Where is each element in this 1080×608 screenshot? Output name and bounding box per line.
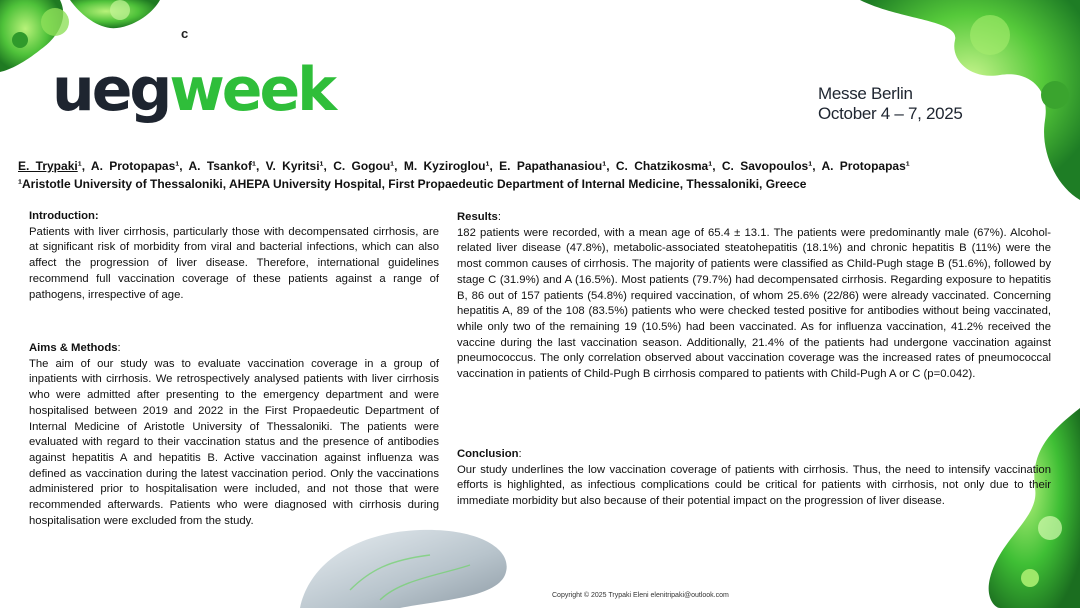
aims-methods-section [29, 341, 439, 529]
results-title: Results [457, 211, 498, 223]
introduction-text: Patients with liver cirrhosis, particularly those with decompensated cirrhosis, are at significant risk of morbidity from viral and bacterial infections, which can also affect the progression of liver disease. Therefore, international guidelines recommend full vaccination coverage of these patients against a range of pathogens, irrespective of age. [29, 225, 439, 301]
aims-methods-title: Aims & Methods [29, 342, 118, 354]
conclusion-section [457, 447, 1051, 510]
venue-dates: October 4 – 7, 2025 [818, 104, 963, 123]
corner-mark: c [181, 26, 189, 41]
conclusion-text: Our study underlines the low vaccination coverage of patients with cirrhosis. Thus, the need to intensify vaccination efforts is highlighted, as infectious complications could be critical for patients with cirrhosis, not only due to their immediate morbidity but also because of their potential impact on the progression of liver disease. [457, 463, 1051, 508]
results-section [457, 210, 1051, 383]
aims-methods-heading [29, 341, 439, 357]
first-author: E. Trypaki [18, 159, 78, 173]
conclusion-colon: : [518, 448, 522, 460]
venue-info [818, 84, 963, 124]
conclusion-title: Conclusion [457, 448, 519, 460]
venue-location: Messe Berlin [818, 84, 913, 103]
introduction-title: Introduction: [29, 210, 99, 222]
affiliation: ¹Aristotle University of Thessaloniki, AHEPA University Hospital, First Propaedeutic Department of Internal Medicine, Thessaloniki, Greece [18, 177, 807, 191]
ueg-week-logo [52, 55, 335, 125]
results-heading [457, 210, 1051, 226]
logo-week: week [169, 55, 335, 125]
authors-line [18, 158, 1038, 175]
first-author-sup: ¹ [77, 159, 82, 173]
copyright-notice: Copyright © 2025 Trypaki Eleni elenitripaki@outlook.com [552, 592, 729, 599]
conclusion-heading [457, 447, 1051, 463]
introduction-section [29, 209, 439, 303]
results-colon: : [497, 211, 501, 223]
results-text: 182 patients were recorded, with a mean age of 65.4 ± 13.1. The patients were predominantly male (67%). Alcohol-related liver disease (47.8%), metabolic-associated steatohepatitis (18.1%) and chronic hepatitis B (11%) were the most common causes of cirrhosis. The majority of patients were classified as Child-Pugh stage B (51.6%), followed by stage C (31.9%) and A (16.5%). Most patients (79.7%) had decompensated cirrhosis. Regarding exposure to hepatitis B, 86 out of 157 patients (54.8%) required vaccination, of whom 25.6% (22/86) were already vaccinated. Concerning hepatitis A, 89 of the 108 (83.5%) patients who were checked tested positive for antibodies without being vaccinated, while only two of the remaining 19 (10.5%) had been vaccinated. As for influenza vaccination, 41.2% received the vaccine during the last vaccination season. Additionally, 21.4% of the patients had undergone vaccination against pneumococcus. The only correlation observed about vaccination coverage was the increased rates of pneumococcal vaccination in patients of Child-Pugh B cirrhosis compared to patients with Child-Pugh A or C (p=0.042). [457, 226, 1051, 381]
aims-methods-colon: : [117, 342, 121, 354]
aims-methods-text: The aim of our study was to evaluate vaccination coverage in a group of inpatients with cirrhosis. We retrospectively analysed patients with liver cirrhosis who were admitted after presenting to the emergency department and were hospitalised between 2019 and 2022 in the First Propaedeutic Department of Internal Medicine of Aristotle University of Thessaloniki. The patients were evaluated with regard to their vaccination status and the presence of antibodies against hepatitis A and hepatitis B. Active vaccination against influenza was defined as vaccination during the latest vaccination period. Only the vaccinations administered prior to hospitalisation were included, and not those that were recommended afterwards. Patients who were diagnosed with cirrhosis during hospitalisation were excluded from the study. [29, 357, 439, 527]
other-authors: , A. Protopapas¹, A. Tsankof¹, V. Kyritsi¹, C. Gogou¹, M. Kyziroglou¹, E. Papathanasiou¹, C. Chatzikosma¹, C. Savopoulos¹, A. Protopapas¹ [81, 159, 910, 173]
logo-ueg: ueg [52, 55, 170, 125]
decorative-liver-image [290, 520, 520, 608]
